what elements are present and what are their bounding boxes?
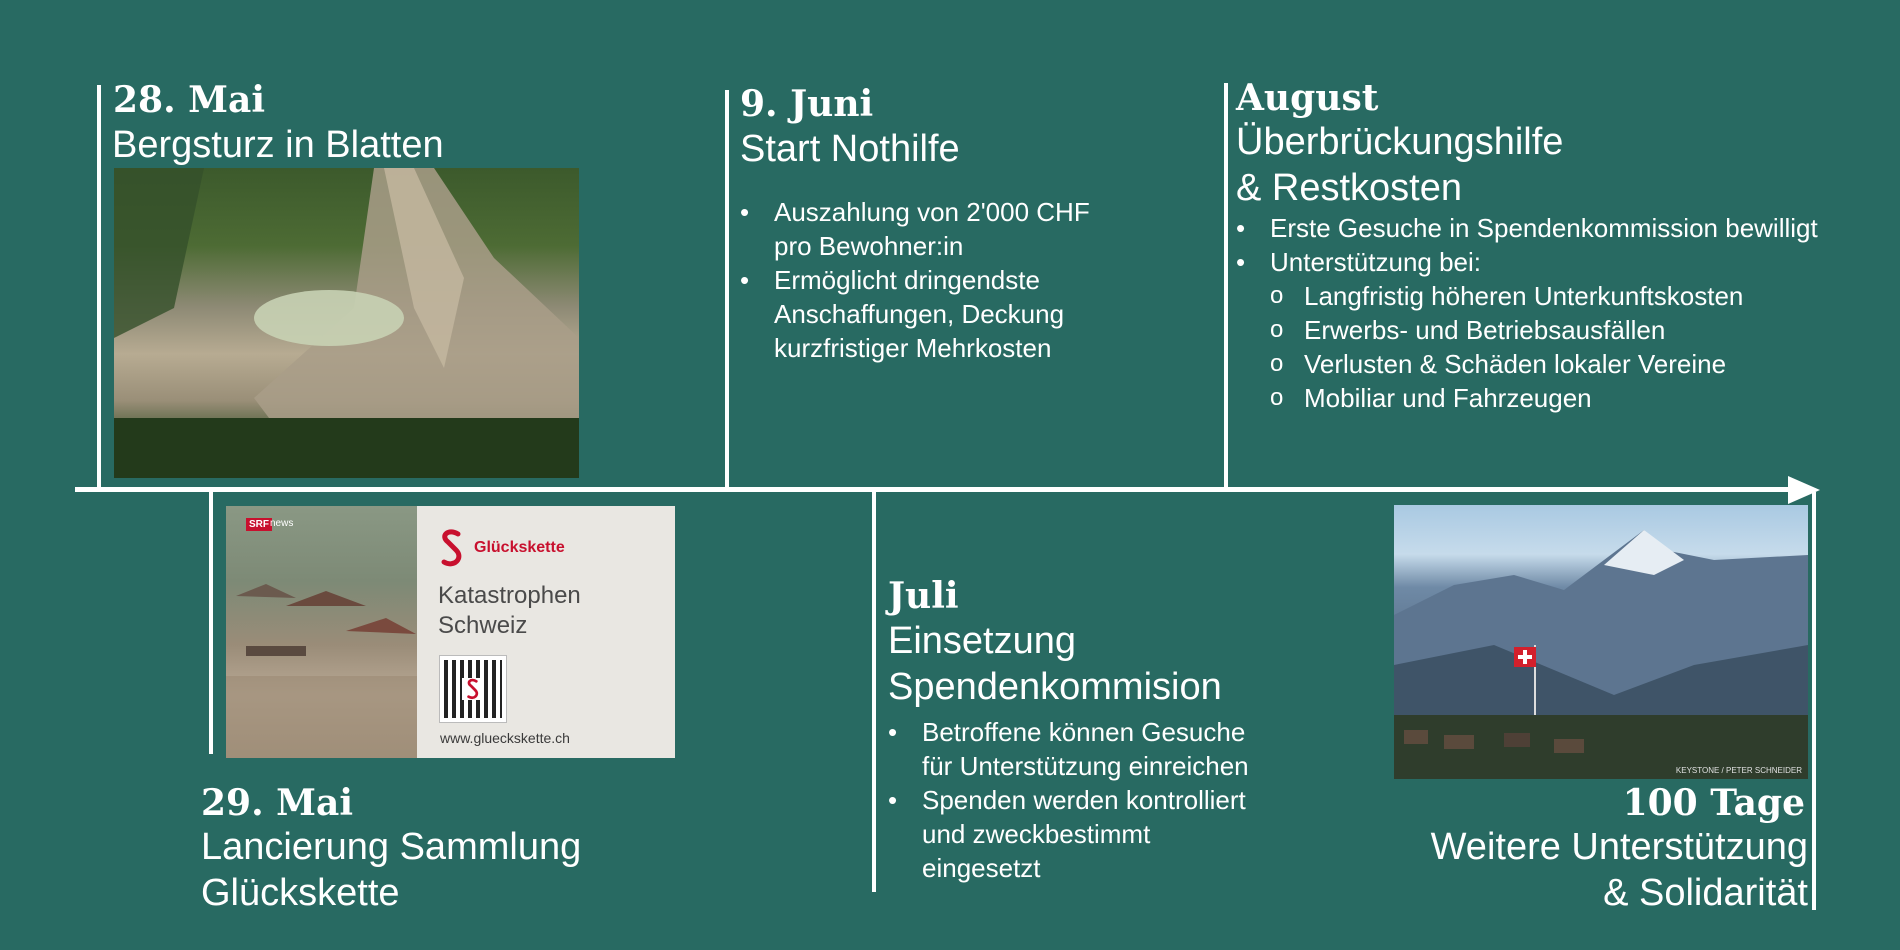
list-item-line: pro Bewohner:in — [774, 231, 964, 261]
heading-line: Lancierung Sammlung — [201, 826, 582, 868]
date-day100: 100 Tage — [1622, 782, 1805, 824]
marker-jun9 — [725, 90, 729, 487]
list-item-line: • Betroffene können Gesuche — [922, 717, 1246, 747]
marker-aug — [1224, 83, 1228, 487]
list-item — [740, 263, 1090, 365]
date-may28: 28. Mai — [113, 79, 266, 121]
jun9-bullets — [740, 195, 1090, 365]
heading-line: Überbrückungshilfe — [1236, 121, 1564, 163]
date-jul: Juli — [888, 575, 959, 617]
jul-bullets — [888, 715, 1249, 885]
marker-day100 — [1812, 492, 1816, 910]
sub-list-item: o Mobiliar und Fahrzeugen — [1236, 381, 1818, 415]
flood-photo — [226, 506, 417, 758]
list-item — [740, 195, 1090, 263]
heading-line: Weitere Unterstützung — [1430, 826, 1808, 868]
srf-badge: SRF — [246, 518, 272, 531]
marker-may28 — [97, 85, 101, 487]
photo-credit: KEYSTONE / PETER SCHNEIDER — [1675, 766, 1802, 775]
poster-url: www.glueckskette.ch — [440, 730, 570, 746]
heading-line: & Solidarität — [1603, 872, 1808, 914]
heading-line: Spendenkommision — [888, 666, 1222, 708]
timeline-arrowhead — [1788, 476, 1820, 504]
glueckskette-poster — [226, 506, 675, 758]
heading-line: Einsetzung — [888, 620, 1077, 662]
glueckskette-brand: Glückskette — [474, 539, 565, 556]
marker-jul — [872, 492, 876, 892]
srf-news-label: news — [270, 518, 294, 529]
landslide-photo — [114, 168, 579, 478]
date-may29: 29. Mai — [201, 782, 354, 824]
sub-list-item: o Erwerbs- und Betriebsausfällen — [1236, 313, 1818, 347]
heading-may28: Bergsturz in Blatten — [112, 124, 444, 166]
poster-title-line: Katastrophen — [438, 582, 581, 609]
list-item: • Erste Gesuche in Spendenkommission bewilligt — [1236, 211, 1818, 245]
list-item-line: • Ermöglicht dringendste — [774, 265, 1040, 295]
poster-title — [438, 581, 581, 641]
list-item-line: und zweckbestimmt — [922, 819, 1151, 849]
aug-bullets — [1236, 211, 1818, 415]
heading-line: & Restkosten — [1236, 167, 1462, 209]
list-item-line: für Unterstützung einreichen — [922, 751, 1249, 781]
list-item: • Unterstützung bei: — [1236, 245, 1818, 279]
list-item — [888, 783, 1249, 885]
heading-day100 — [1431, 824, 1808, 916]
qr-logo-icon — [462, 678, 484, 700]
list-item-line: • Spenden werden kontrolliert — [922, 785, 1246, 815]
timeline-axis — [75, 487, 1810, 492]
date-aug: August — [1236, 77, 1379, 119]
poster-title-line: Schweiz — [438, 612, 528, 639]
list-item-line: kurzfristiger Mehrkosten — [774, 333, 1052, 363]
list-item-line: eingesetzt — [922, 853, 1041, 883]
glueckskette-logo-icon — [438, 528, 466, 568]
heading-jun9: Start Nothilfe — [740, 128, 960, 170]
alps-photo — [1394, 505, 1808, 779]
date-jun9: 9. Juni — [740, 83, 874, 125]
list-item-line: • Auszahlung von 2'000 CHF — [774, 197, 1090, 227]
sub-list-item: o Langfristig höheren Unterkunftskosten — [1236, 279, 1818, 313]
heading-jul — [888, 618, 1222, 710]
list-item — [888, 715, 1249, 783]
list-item-line: Anschaffungen, Deckung — [774, 299, 1065, 329]
heading-aug — [1236, 119, 1563, 211]
heading-may29 — [201, 824, 581, 916]
sub-list-item: o Verlusten & Schäden lokaler Vereine — [1236, 347, 1818, 381]
marker-may29 — [209, 492, 213, 754]
heading-line: Glückskette — [201, 872, 400, 914]
